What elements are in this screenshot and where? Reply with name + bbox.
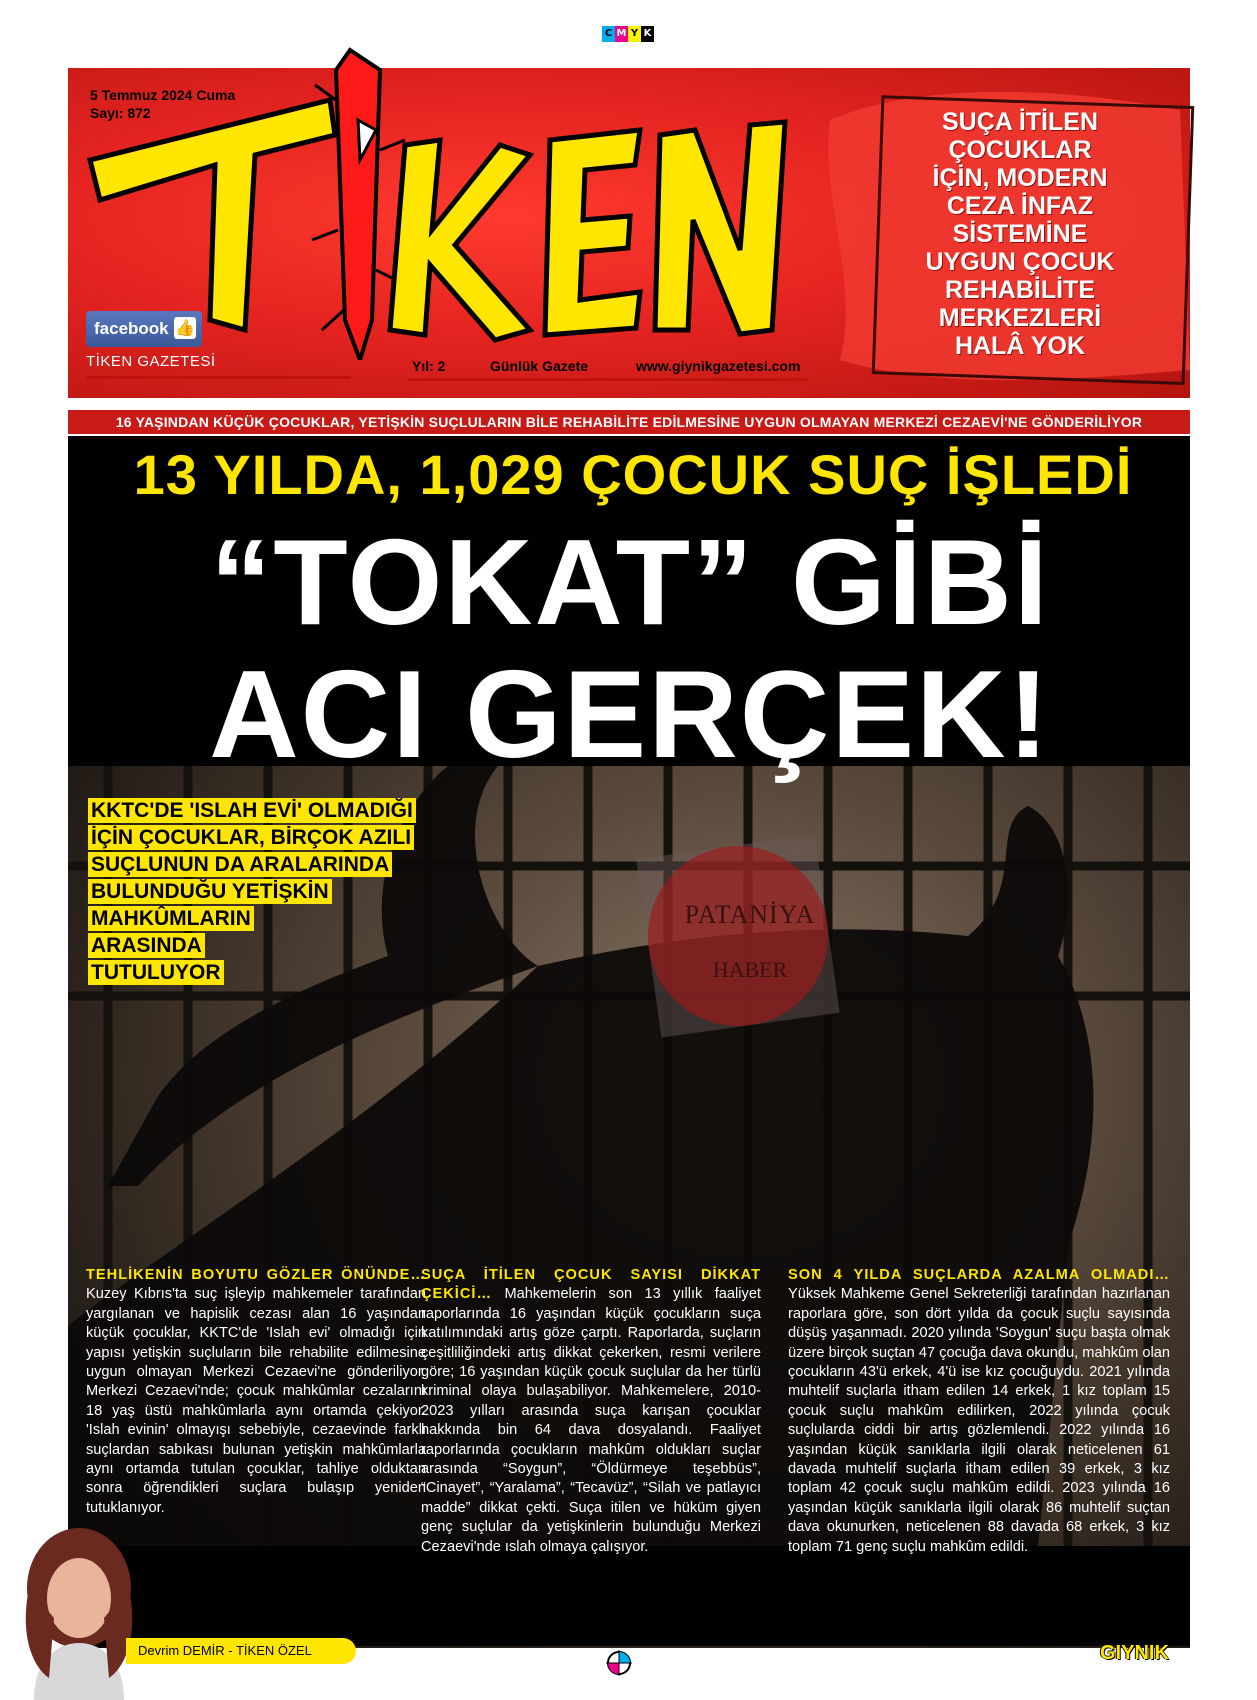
cmyk-c: C (602, 26, 615, 42)
watermark-text-1: PATANİYA (684, 900, 816, 929)
column-2-lead: SUÇA İTİLEN ÇOCUK SAYISI DİKKAT ÇEKİCİ… (421, 1267, 761, 1303)
website-link[interactable]: www.giynikgazetesi.com (636, 358, 801, 374)
author-byline: Devrim DEMİR - TİKEN ÖZEL (126, 1638, 356, 1664)
issue-date (90, 86, 235, 122)
cmyk-m: M (615, 26, 628, 42)
top-banner: 16 YAŞINDAN KÜÇÜK ÇOCUKLAR, YETİŞKİN SUÇLULARIN BİLE REHABİLİTE EDİLMESİNE UYGUN OLMAYAN MERKEZİ CEZAEVİ'NE GÖNDERİLİYOR (68, 410, 1190, 434)
article-column-3 (788, 1266, 1170, 1557)
column-3-lead: SON 4 YILDA SUÇLARDA AZALMA OLMADI… (788, 1267, 1170, 1283)
column-3-body: Yüksek Mahkeme Genel Sekreterliği tarafından hazırlanan raporlara göre, son dört yılda da çocuk suçlu sayısında düşüş yaşanmadı. 2020 yılında 'Soygun' suçu başta olmak üzere birçok suçtan 47 çocuğa dava okundu, mahkûm olan çocukların 43'ü erkek, 4'ü ise kız çocuğuydu. 2021 yılında muhtelif suçlarla itham edilen 14 erkek, 1 kız toplam 15 çocuk suçlu mahkûm edilirken, 2022 yılında çocuk suçlularda ciddi bir artış gözlemlendi. 2022 yılında 16 yaşından küçük sanıklarla ilgili olarak neticelenen 61 davada muhtelif suçlarla itham edilen 39 erkek, 3 kız toplam 42 çocuk suçlu mahkûm edildi. 2023 yılında 16 yaşından küçük sanıklarla ilgili olarak 86 muhtelif suçtan dava okunurken, neticelenen 88 davada 68 erkek, 3 kız toplam 71 genç suçlu mahkûm edildi. (788, 1286, 1170, 1555)
registration-mark-icon (606, 1650, 632, 1676)
year-label: Yıl: 2 (412, 358, 446, 374)
column-1-body: Kuzey Kıbrıs'ta suç işleyip mahkemeler tarafından yargılanan ve hapislik cezası alan 16 yaşından küçük çocuklar, KKTC'de 'Islah evi' olmadığı için yapısı yetişkin suçluların bile rehabilite edilmesine uygun olmayan Merkezi Cezaevi'ne gönderiliyor. Merkezi Cezaevi'nde; çocuk mahkûmlar cezalarını 18 yaş üstü mahkûmlarla aynı ortamda çekiyor. 'Islah evinin' olmayışı sebebiyle, cezaevinde farklı suçlardan sabıkası bulunan yetişkin mahkûmlarla aynı ortamda tutulan çocuklar, tahliye olduktan sonra öğrendikleri suçlara bulaşıp yeniden tutuklanıyor. (86, 1286, 426, 1516)
watermark-text-2: HABER (712, 957, 788, 982)
cmyk-y: Y (628, 26, 641, 42)
subheadline-highlight: KKTC'DE 'ISLAH EVİ' OLMADIĞI İÇİN ÇOCUKLAR, BİRÇOK AZILI SUÇLUNUN DA ARALARINDA BULUNDUĞU YETİŞKİN MAHKÛMLARIN ARASINDA TUTULUYOR (88, 798, 448, 987)
headline-kicker: 13 YILDA, 1,029 ÇOCUK SUÇ İŞLEDİ (133, 443, 1133, 506)
facebook-label: facebook (94, 319, 169, 338)
column-1-lead: TEHLİKENİN BOYUTU GÖZLER ÖNÜNDE… (86, 1267, 426, 1283)
headline-main-1: “TOKAT” GİBİ (210, 514, 1050, 650)
issue-number: Sayı: 872 (90, 105, 151, 121)
headline-main-2: ACI GERÇEK! (209, 646, 1051, 784)
thumbs-up-icon: 👍 (175, 318, 195, 337)
cmyk-k: K (641, 26, 654, 42)
masthead-rule-right (408, 378, 808, 381)
date-text: 5 Temmuz 2024 Cuma (90, 87, 236, 103)
promo-text: SUÇA İTİLEN ÇOCUKLAR İÇİN, MODERN CEZA İNFAZ SİSTEMİNE UYGUN ÇOCUK REHABİLİTE MERKEZLERİ HALÂ YOK (925, 108, 1115, 360)
facebook-page-name: TİKEN GAZETESİ (86, 353, 216, 370)
author-photo (14, 1528, 144, 1700)
facebook-badge[interactable] (86, 311, 202, 347)
column-2-body: Mahkemelerin son 13 yıllık faaliyet raporlarında 16 yaşından küçük çocukların suça katılımındaki artış göze çarptı. Raporlarda, suçların çeşitliliğindeki artış dikkat çekerken, resmi verilere göre; 16 yaşından küçük çocuk suçlular da her türlü kriminal olaya bulaşabiliyor. Mahkemelere, 2010-2023 yılları arasında suça karışan çocuklar hakkında bin 64 dava dosyalandı. Faaliyet raporlarında çocukların mahkûm oldukları suçlar arasında “Soygun”, “Öldürmeye teşebbüs”, “Cinayet”, “Yaralama”, “Tecavüz”, “Silah ve patlayıcı madde” dikkat çekti. Suça itilen ve hüküm giyen genç suçlular da yetişkinlerin bulunduğu Merkezi Cezaevi'nde ıslah olmaya çalışıyor. (421, 1286, 761, 1555)
paper-type: Günlük Gazete (490, 358, 589, 374)
pataniya-watermark (628, 826, 848, 1046)
article-column-1 (86, 1266, 426, 1518)
giynik-logo: GIYNIK (1100, 1642, 1169, 1664)
masthead-rule-left (86, 376, 351, 379)
article-column-2 (421, 1266, 761, 1557)
